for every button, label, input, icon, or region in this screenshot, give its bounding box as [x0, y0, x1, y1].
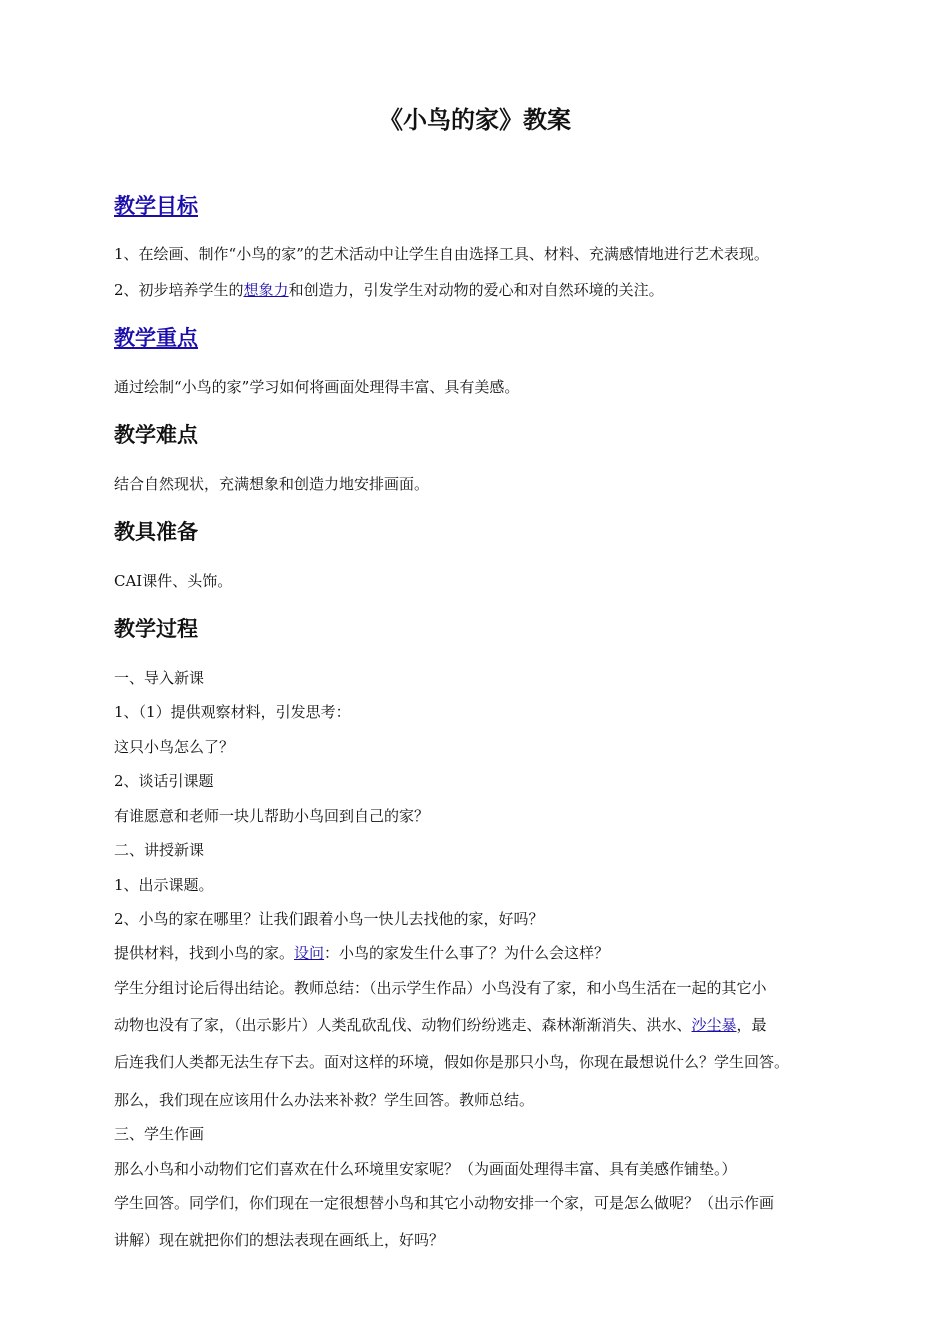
process-line: 学生分组讨论后得出结论。教师总结：（出示学生作品）小鸟没有了家，和小鸟生活在一起的其它小	[114, 979, 767, 997]
goals-line-1: 1、在绘画、制作“小鸟的家”的艺术活动中让学生自由选择工具、材料、充满感情地进行艺术表现。	[114, 245, 769, 263]
heading-goals-link[interactable]: 教学目标	[114, 194, 198, 218]
sandstorm-link[interactable]: 沙尘暴	[691, 1016, 737, 1034]
process-line: 那么小鸟和小动物们它们喜欢在什么环境里安家呢？（为画面处理得丰富、具有美感作铺垫。）	[114, 1160, 737, 1178]
process-line: 那么，我们现在应该用什么办法来补救？学生回答。教师总结。	[114, 1091, 535, 1109]
goals-line-2-start: 2、初步培养学生的	[114, 281, 244, 299]
process-line-start: 动物也没有了家，（出示影片）人类乱砍乱伐、动物们纷纷逃走、森林渐渐消失、洪水、	[114, 1016, 692, 1034]
process-line: 学生回答。同学们，你们现在一定很想替小鸟和其它小动物安排一个家，可是怎么做呢？（出示作画	[114, 1194, 775, 1212]
imagination-link[interactable]: 想象力	[243, 281, 289, 299]
process-line: 二、讲授新课	[114, 841, 205, 859]
question-link[interactable]: 设问	[294, 944, 325, 962]
process-line-end: ：小鸟的家发生什么事了？为什么会这样？	[324, 944, 610, 962]
heading-materials: 教具准备	[114, 520, 198, 544]
heading-key-points-link[interactable]: 教学重点	[114, 326, 198, 350]
goals-line-2-end: 和创造力，引发学生对动物的爱心和对自然环境的关注。	[288, 281, 664, 299]
process-line: 这只小鸟怎么了？	[114, 738, 235, 756]
process-line-start: 提供材料，找到小鸟的家。	[114, 944, 295, 962]
goals-line-2	[114, 279, 664, 300]
process-line: 一、导入新课	[114, 669, 205, 687]
process-line: 2、小鸟的家在哪里？让我们跟着小鸟一快儿去找他的家，好吗？	[114, 910, 544, 928]
process-line: 有谁愿意和老师一块儿帮助小鸟回到自己的家？	[114, 807, 430, 825]
process-line: 1、（1）提供观察材料，引发思考：	[114, 703, 351, 721]
process-line	[114, 942, 609, 963]
difficulty-text: 结合自然现状，充满想象和创造力地安排画面。	[114, 475, 430, 493]
process-line	[114, 1014, 767, 1035]
process-line-end: ，最	[736, 1016, 767, 1034]
heading-process: 教学过程	[114, 617, 198, 641]
process-line: 讲解）现在就把你们的想法表现在画纸上，好吗？	[114, 1231, 445, 1249]
process-line: 2、谈话引课题	[114, 772, 214, 790]
key-points-text: 通过绘制“小鸟的家”学习如何将画面处理得丰富、具有美感。	[114, 378, 520, 396]
heading-difficulty: 教学难点	[114, 423, 198, 447]
process-line: 1、出示课题。	[114, 876, 214, 894]
materials-text: CAI课件、头饰。	[114, 572, 233, 590]
page-title: 《小鸟的家》教案	[379, 106, 571, 134]
process-line: 三、学生作画	[114, 1125, 205, 1143]
process-line: 后连我们人类都无法生存下去。面对这样的环境，假如你是那只小鸟，你现在最想说什么？学生回答。	[114, 1053, 790, 1071]
